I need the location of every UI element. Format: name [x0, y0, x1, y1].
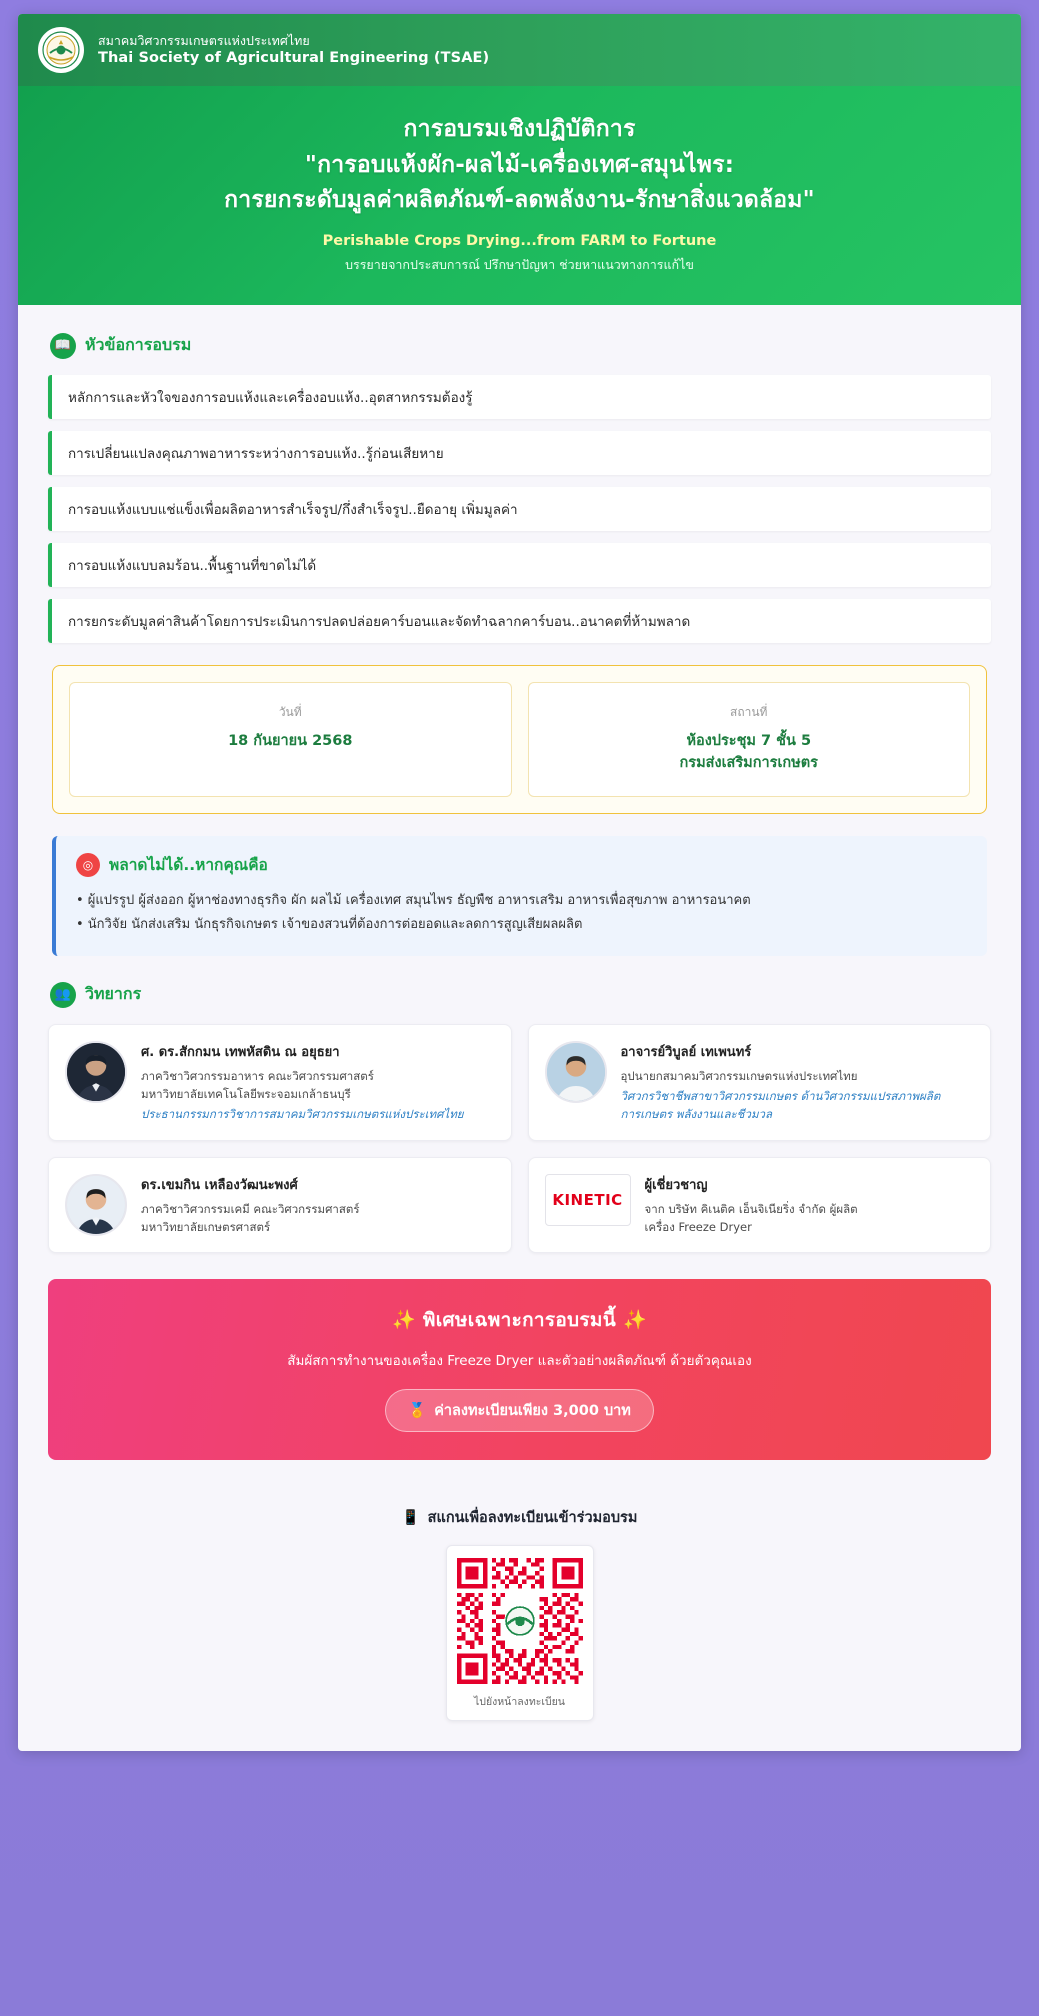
org-name-en: Thai Society of Agricultural Engineering (TSAE) [98, 49, 490, 66]
promo-subtitle: สัมผัสการทำงานของเครื่อง Freeze Dryer และตัวอย่างผลิตภัณฑ์ ด้วยตัวคุณเอง [287, 1353, 752, 1370]
org-name-th: สมาคมวิศวกรรมเกษตรแห่งประเทศไทย [98, 33, 310, 49]
organization-name [98, 33, 489, 67]
page-title [58, 112, 981, 219]
speaker-role: ประธานกรรมการวิชาการสมาคมวิศวกรรมเกษตรแห่งประเทศไทย [141, 1107, 464, 1122]
registration-fee-badge [385, 1389, 654, 1432]
speaker-card [48, 1157, 512, 1254]
place-label: สถานที่ [730, 704, 768, 719]
speaker-affiliation: เครื่อง Freeze Dryer [644, 1220, 752, 1235]
subtitle-thai: บรรยายจากประสบการณ์ ปรึกษาปัญหา ช่วยหาแนวทางการแก้ไข [345, 256, 694, 272]
place-line-2: กรมส่งเสริมการเกษตร [679, 754, 818, 771]
audience-title [76, 852, 967, 877]
topic-item: การอบแห้งแบบลมร้อน..พื้นฐานที่ขาดไม่ได้ [48, 543, 991, 587]
speaker-info [141, 1174, 360, 1237]
audience-line: • นักวิจัย นักส่งเสริม นักธุรกิจเกษตร เจ้าของสวนที่ต้องการต่อยอดและลดการสูญเสียผลผลิต [76, 917, 583, 933]
speaker-photo [65, 1174, 127, 1236]
audience-line: • ผู้แปรรูป ผู้ส่งออก ผู้หาช่องทางธุรกิจ ผัก ผลไม้ เครื่องเทศ สมุนไพร ธัญพืช อาหารเสริม อาหารเพื่อสุขภาพ อาหารอนาคต [76, 893, 751, 909]
speaker-photo [545, 1041, 607, 1103]
tsae-emblem-icon [38, 27, 84, 73]
date-card [69, 682, 512, 798]
speaker-affiliation: จาก บริษัท คิเนติค เอ็นจิเนียริ่ง จำกัด ผู้ผลิต [644, 1201, 858, 1216]
place-value [539, 731, 960, 775]
promo-banner [48, 1279, 991, 1460]
speaker-name: ดร.เขมกิน เหลืองวัฒนะพงศ์ [141, 1177, 298, 1193]
speaker-photo [65, 1041, 127, 1103]
speaker-affiliation: มหาวิทยาลัยเทคโนโลยีพระจอมเกล้าธนบุรี [141, 1086, 351, 1101]
subtitle-english: Perishable Crops Drying...from FARM to Fortune [322, 232, 717, 249]
qr-card[interactable] [446, 1545, 594, 1721]
qr-section [42, 1506, 997, 1721]
place-card [528, 682, 971, 798]
qr-caption: ไปยังหน้าลงทะเบียน [474, 1696, 565, 1709]
schedule-panel [52, 665, 987, 815]
title-line-2: "การอบแห้งผัก-ผลไม้-เครื่องเทศ-สมุนไพร: [304, 151, 735, 178]
speaker-affiliation: อุปนายกสมาคมวิศวกรรมเกษตรแห่งประเทศไทย [620, 1068, 858, 1083]
qr-title [402, 1506, 638, 1529]
speaker-card [48, 1024, 512, 1141]
speaker-name: ศ. ดร.สักกมน เทพหัสดิน ณ อยุธยา [141, 1044, 340, 1060]
date-label: วันที่ [278, 704, 302, 719]
title-line-1: การอบรมเชิงปฏิบัติการ [403, 116, 636, 142]
topic-item: การยกระดับมูลค่าสินค้าโดยการประเมินการปลดปล่อยคาร์บอนและจัดทำฉลากคาร์บอน..อนาคตที่ห้ามพลาด [48, 599, 991, 643]
speaker-info [621, 1041, 975, 1124]
poster-body [18, 305, 1021, 1752]
speaker-affiliation: มหาวิทยาลัยเกษตรศาสตร์ [141, 1220, 271, 1235]
speaker-info [645, 1174, 858, 1237]
topic-item: การอบแห้งแบบแช่แข็งเพื่อผลิตอาหารสำเร็จรูป/กึ่งสำเร็จรูป..ยืดอายุ เพิ่มมูลค่า [48, 487, 991, 531]
speakers-title-text: วิทยากร [85, 984, 142, 1004]
speaker-affiliation: ภาควิชาวิศวกรรมเคมี คณะวิศวกรรมศาสตร์ [141, 1201, 360, 1216]
organization-header [18, 14, 1021, 86]
speaker-role: วิศวกรวิชาชีพสาขาวิศวกรรมเกษตร ด้านวิศวกรรมแปรสภาพผลิตการเกษตร พลังงานและชีวมวล [620, 1088, 941, 1122]
hero-banner [18, 86, 1021, 305]
topics-title-text: หัวข้อการอบรม [85, 335, 192, 355]
target-icon: ◎ [76, 853, 100, 877]
kinetic-logo: KINETIC [545, 1174, 631, 1226]
date-value: 18 กันยายน 2568 [228, 732, 353, 749]
speakers-icon: 👥 [50, 982, 76, 1008]
topics-section-title [50, 333, 997, 359]
speaker-card [528, 1024, 992, 1141]
audience-title-text: พลาดไม่ได้..หากคุณคือ [109, 856, 268, 875]
medal-icon: 🏅 [408, 1403, 427, 1420]
speaker-name: อาจารย์วิบูลย์ เทเพนทร์ [620, 1044, 752, 1060]
title-line-3: การยกระดับมูลค่าผลิตภัณฑ์-ลดพลังงาน-รักษาสิ่งแวดล้อม" [224, 187, 815, 214]
poster-sheet [18, 14, 1021, 1751]
qr-title-text: สแกนเพื่อลงทะเบียนเข้าร่วมอบรม [427, 1510, 638, 1527]
place-line-1: ห้องประชุม 7 ชั้น 5 [686, 732, 812, 749]
topic-item: หลักการและหัวใจของการอบแห้งและเครื่องอบแห้ง..อุตสาหกรรมต้องรู้ [48, 375, 991, 419]
speaker-name: ผู้เชี่ยวชาญ [644, 1177, 708, 1193]
topic-item: การเปลี่ยนแปลงคุณภาพอาหารระหว่างการอบแห้ง..รู้ก่อนเสียหาย [48, 431, 991, 475]
book-icon: 📖 [50, 333, 76, 359]
qr-code-image[interactable] [457, 1558, 583, 1684]
speaker-info [141, 1041, 464, 1124]
promo-title: ✨ พิเศษเฉพาะการอบรมนี้ ✨ [392, 1309, 647, 1332]
speaker-card [528, 1157, 992, 1254]
speakers-section-title [50, 982, 997, 1008]
speakers-grid [48, 1024, 991, 1254]
audience-panel [52, 836, 987, 955]
mobile-scan-icon: 📱 [401, 1510, 420, 1527]
registration-fee-text: ค่าลงทะเบียนเพียง 3,000 บาท [434, 1403, 631, 1420]
speaker-affiliation: ภาควิชาวิศวกรรมอาหาร คณะวิศวกรรมศาสตร์ [141, 1068, 374, 1083]
